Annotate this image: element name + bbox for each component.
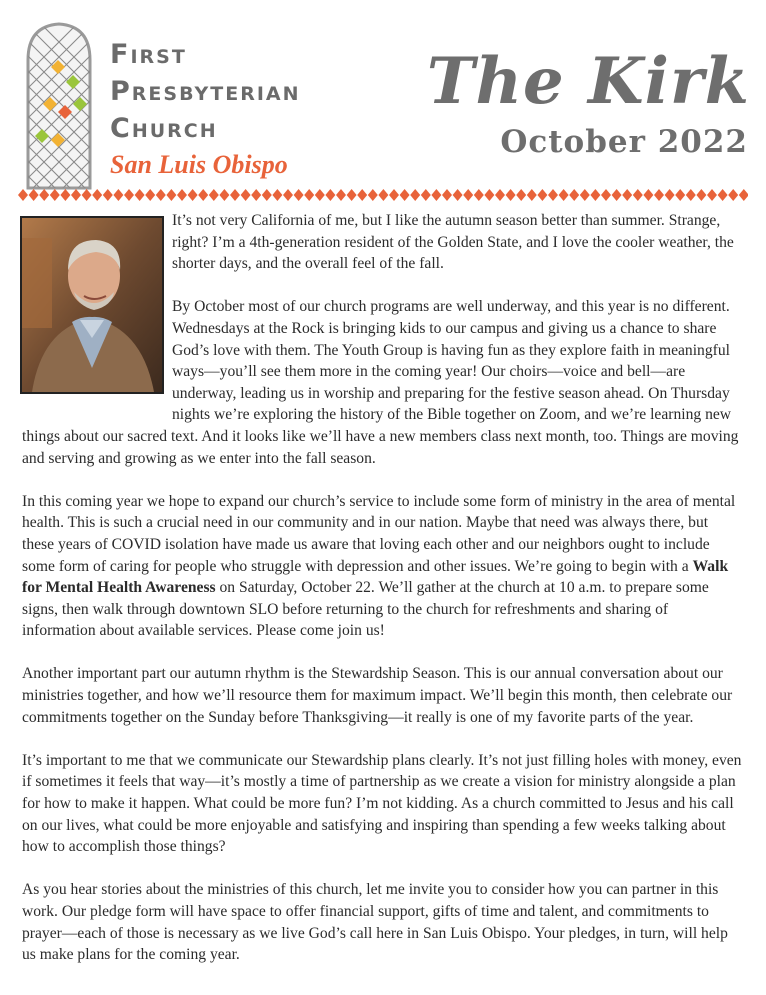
divider-diamond bbox=[506, 189, 516, 201]
divider-diamond bbox=[463, 189, 473, 201]
divider-diamond bbox=[665, 189, 675, 201]
divider-diamond bbox=[113, 189, 123, 201]
article-body bbox=[22, 210, 744, 987]
divider-diamond bbox=[643, 189, 653, 201]
divider-diamond bbox=[559, 189, 569, 201]
divider-diamond bbox=[241, 189, 251, 201]
divider-diamond bbox=[156, 189, 166, 201]
divider-diamond bbox=[548, 189, 558, 201]
divider-diamond bbox=[675, 189, 685, 201]
divider-diamond bbox=[39, 189, 49, 201]
church-city: San Luis Obispo bbox=[110, 150, 288, 179]
divider-diamond bbox=[272, 189, 282, 201]
divider-diamond bbox=[728, 189, 738, 201]
divider-diamond bbox=[71, 189, 81, 201]
divider-diamond bbox=[357, 189, 367, 201]
divider-diamond bbox=[188, 189, 198, 201]
divider-diamond bbox=[400, 189, 410, 201]
divider-diamond bbox=[262, 189, 272, 201]
paragraph-5: It’s important to me that we communicate our Stewardship plans clearly. It’s not just filling holes with money, even if sometimes it feels that way—it’s mostly a time of partnership as we create a vision for ministry alongside a plan for how to make it happen. What could be more fun? I’m not kidding. As a church committed to Jesus and his call on our lives, what could be more enjoyable and satisfying and inspiring than spending a few weeks talking about how to accomplish those things? bbox=[22, 751, 742, 856]
newsletter-title: The Kirk bbox=[426, 44, 750, 119]
divider-diamond bbox=[516, 189, 526, 201]
divider-diamond bbox=[283, 189, 293, 201]
stained-glass-window-icon bbox=[22, 20, 96, 190]
divider-diamond bbox=[537, 189, 547, 201]
divider-diamond bbox=[50, 189, 60, 201]
church-name-line3: Church bbox=[110, 113, 218, 144]
divider-diamond bbox=[177, 189, 187, 201]
divider-diamond bbox=[294, 189, 304, 201]
divider-diamond bbox=[368, 189, 378, 201]
divider-diamond bbox=[484, 189, 494, 201]
divider-diamond bbox=[166, 189, 176, 201]
divider-diamond bbox=[389, 189, 399, 201]
divider-diamond bbox=[654, 189, 664, 201]
divider-diamond bbox=[453, 189, 463, 201]
divider-diamond bbox=[82, 189, 92, 201]
divider-diamond bbox=[421, 189, 431, 201]
divider-diamond bbox=[315, 189, 325, 201]
divider-diamond bbox=[336, 189, 346, 201]
divider-diamond bbox=[612, 189, 622, 201]
walk-event-name: Walk for Mental Health Awareness bbox=[22, 557, 729, 597]
divider-diamond bbox=[495, 189, 505, 201]
divider-diamond bbox=[135, 189, 145, 201]
issue-date: October 2022 bbox=[500, 124, 748, 160]
divider-diamond bbox=[219, 189, 229, 201]
divider-diamond bbox=[442, 189, 452, 201]
divider-diamond bbox=[696, 189, 706, 201]
church-name-line1: First bbox=[110, 39, 187, 70]
divider-diamond bbox=[124, 189, 134, 201]
divider-diamond bbox=[92, 189, 102, 201]
church-name-line2: Presbyterian bbox=[110, 76, 301, 107]
divider-diamond bbox=[686, 189, 696, 201]
divider-diamond bbox=[29, 189, 39, 201]
divider-diamond bbox=[527, 189, 537, 201]
diamond-divider bbox=[18, 187, 748, 208]
church-name bbox=[110, 36, 301, 147]
divider-diamond bbox=[18, 189, 28, 201]
divider-diamond bbox=[569, 189, 579, 201]
divider-diamond bbox=[304, 189, 314, 201]
paragraph-2: By October most of our church programs are well underway, and this year is no different. Wednesdays at the Rock is bringing kids to our campus and giving us a chance to share God’s love with them. The Youth Group is having fun as they explore faith in meaningful ways—you’ll see them more in the coming year! Our choirs—voice and bell—are underway, leading us in worship and preparing for the festive season ahead. On Thursday nights we’re exploring the history of the Bible together on Zoom, and we’re learning new things about our sacred text. And it looks like we’ll have a new members class next month, too. Things are moving and serving and growing as we enter into the fall season. bbox=[22, 298, 739, 467]
divider-diamond bbox=[633, 189, 643, 201]
divider-diamond bbox=[601, 189, 611, 201]
divider-diamond bbox=[378, 189, 388, 201]
divider-diamond bbox=[251, 189, 261, 201]
paragraph-4: Another important part our autumn rhythm is the Stewardship Season. This is our annual conversation about our ministries together, and how we’ll resource them for maximum impact. We’ll begin this month, then celebrate our commitments together on the Sunday before Thanksgiving—it really is one of my favorite parts of the year. bbox=[22, 665, 733, 726]
paragraph-3-details: on Saturday, October 22. We’ll gather at the church at 10 a.m. to prepare some signs, then walk through downtown SLO before returning to the church for refreshments and sharing of information about available services. Please come join us! bbox=[22, 579, 709, 640]
divider-diamond bbox=[230, 189, 240, 201]
divider-diamond bbox=[580, 189, 590, 201]
church-logo bbox=[22, 20, 96, 190]
divider-diamond bbox=[60, 189, 70, 201]
divider-diamond bbox=[198, 189, 208, 201]
divider-diamond bbox=[590, 189, 600, 201]
divider-diamond bbox=[410, 189, 420, 201]
divider-diamond bbox=[707, 189, 717, 201]
paragraph-3 bbox=[22, 491, 744, 642]
diamond-divider-graphic bbox=[18, 187, 748, 203]
divider-diamond bbox=[431, 189, 441, 201]
divider-diamond bbox=[145, 189, 155, 201]
divider-diamond bbox=[325, 189, 335, 201]
divider-diamond bbox=[718, 189, 728, 201]
divider-diamond bbox=[103, 189, 113, 201]
paragraph-6: As you hear stories about the ministries of this church, let me invite you to consider how you can partner in this work. Our pledge form will have space to offer financial support, gifts of time and talent, and commitments to prayer—each of those is necessary as we live God’s call here in San Luis Obispo. Your pledges, in turn, will help us make plans for the coming year. bbox=[22, 881, 728, 964]
divider-diamond bbox=[347, 189, 357, 201]
divider-diamond bbox=[209, 189, 219, 201]
photo-wrap-spacer bbox=[22, 210, 172, 410]
divider-diamond bbox=[739, 189, 748, 201]
divider-diamond bbox=[474, 189, 484, 201]
paragraph-1: It’s not very California of me, but I like the autumn season better than summer. Strange, right? I’m a 4th-generation resident of the Golden State, and I love the cooler weather, the shorter days, and the overall feel of the fall. bbox=[172, 212, 734, 273]
divider-diamond bbox=[622, 189, 632, 201]
paragraph-3-intro: In this coming year we hope to expand our church’s service to include some form of ministry in the area of mental health. This is such a crucial need in our community and in our nation. Maybe that need was always there, but these years of COVID isolation have made us aware that loving each other and our neighbors ought to include some form of caring for people who struggle with depression and other issues. We’re going to begin with a bbox=[22, 492, 736, 575]
